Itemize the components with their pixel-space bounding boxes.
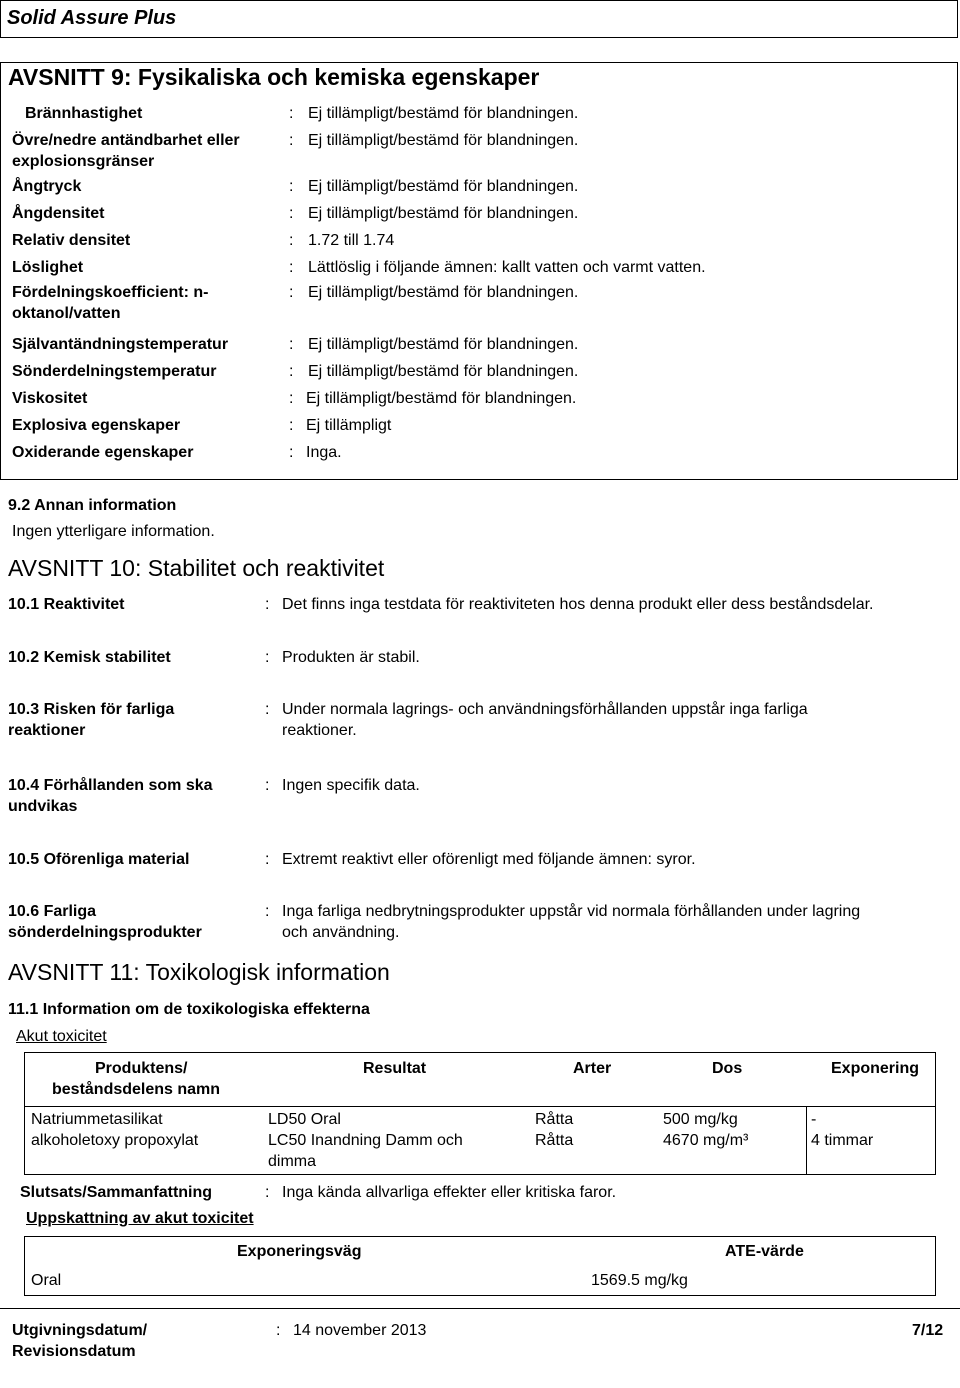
property-value: Lättlöslig i följande ämnen: kallt vatten och varmt vatten. <box>308 259 706 276</box>
hazard-reactions-label-line2: reaktioner <box>8 722 86 739</box>
td-result: LD50 Oral <box>268 1111 341 1128</box>
th-species: Arter <box>573 1060 612 1077</box>
colon: : <box>289 417 294 434</box>
conditions-label: 10.4 Förhållanden som ska <box>8 777 213 794</box>
decomposition-label: 10.6 Farliga <box>8 903 97 920</box>
property-label: Brännhastighet <box>25 105 143 122</box>
colon: : <box>289 284 294 301</box>
property-value: 1.72 till 1.74 <box>308 232 395 249</box>
conclusion-value: Inga kända allvarliga effekter eller kritiska faror. <box>282 1184 617 1201</box>
property-label: Självantändningstemperatur <box>12 336 229 353</box>
reactivity-label: 10.1 Reaktivitet <box>8 596 125 613</box>
colon: : <box>289 178 294 195</box>
property-value: Ej tillämpligt <box>306 417 392 434</box>
property-label: Sönderdelningstemperatur <box>12 363 217 380</box>
td-ate-value: 1569.5 mg/kg <box>591 1272 688 1289</box>
colon: : <box>289 105 294 122</box>
footer-rule <box>0 1308 960 1309</box>
hazard-reactions-label: 10.3 Risken för farliga <box>8 701 175 718</box>
th-result: Resultat <box>363 1060 427 1077</box>
reactivity-value: Det finns inga testdata för reaktiviteten hos denna produkt eller dess beståndsdelar. <box>282 596 874 613</box>
property-label: Relativ densitet <box>12 232 131 249</box>
stability-value: Produkten är stabil. <box>282 649 420 666</box>
property-value: Ej tillämpligt/bestämd för blandningen. <box>306 390 577 407</box>
td-product-name-line2: alkoholetoxy propoxylat <box>31 1132 199 1149</box>
th-dose: Dos <box>712 1060 743 1077</box>
other-info-text: Ingen ytterligare information. <box>12 523 215 540</box>
property-value: Ej tillämpligt/bestämd för blandningen. <box>308 178 579 195</box>
th-ate-value: ATE-värde <box>725 1243 804 1260</box>
td-species: Råtta <box>535 1111 574 1128</box>
table-column-divider <box>806 1106 807 1175</box>
section-9-title: AVSNITT 9: Fysikaliska och kemiska egenskaper <box>8 64 540 90</box>
app-title: Solid Assure Plus <box>7 7 177 29</box>
td-product-name: Natriummetasilikat <box>31 1111 163 1128</box>
footer-date: 14 november 2013 <box>293 1322 427 1339</box>
property-label: Övre/nedre antändbarhet eller <box>12 132 240 149</box>
property-value: Ej tillämpligt/bestämd för blandningen. <box>308 336 579 353</box>
section-11-title: AVSNITT 11: Toxikologisk information <box>8 959 390 985</box>
colon: : <box>265 1184 270 1201</box>
td-dose: 500 mg/kg <box>663 1111 738 1128</box>
property-label: Explosiva egenskaper <box>12 417 181 434</box>
property-label-line2: explosionsgränser <box>12 153 155 170</box>
th-exposure: Exponering <box>831 1060 920 1077</box>
footer-date-label-line2: Revisionsdatum <box>12 1343 136 1360</box>
colon: : <box>265 649 270 666</box>
colon: : <box>265 903 270 920</box>
td-exposure: - <box>811 1111 817 1128</box>
property-value: Ej tillämpligt/bestämd för blandningen. <box>308 105 579 122</box>
property-label: Viskositet <box>12 390 88 407</box>
property-value: Ej tillämpligt/bestämd för blandningen. <box>308 132 579 149</box>
colon: : <box>289 336 294 353</box>
property-label: Löslighet <box>12 259 84 276</box>
conditions-value: Ingen specifik data. <box>282 777 420 794</box>
stability-label: 10.2 Kemisk stabilitet <box>8 649 171 666</box>
hazard-reactions-value: Under normala lagrings- och användningsförhållanden uppstår inga farliga <box>282 701 808 718</box>
table-header-divider <box>24 1106 936 1107</box>
property-value: Ej tillämpligt/bestämd för blandningen. <box>308 363 579 380</box>
acute-toxicity-title: Akut toxicitet <box>16 1028 107 1045</box>
colon: : <box>276 1322 281 1339</box>
colon: : <box>265 851 270 868</box>
th-product-name: Produktens/ <box>95 1060 188 1077</box>
property-value: Ej tillämpligt/bestämd för blandningen. <box>308 284 579 301</box>
hazard-reactions-value-line2: reaktioner. <box>282 722 357 739</box>
th-product-name-line2: beståndsdelens namn <box>52 1081 221 1098</box>
property-label-line2: oktanol/vatten <box>12 305 121 322</box>
property-label: Ångdensitet <box>12 205 105 222</box>
decomposition-value-line2: och användning. <box>282 924 400 941</box>
colon: : <box>289 444 294 461</box>
conclusion-label: Slutsats/Sammanfattning <box>20 1184 213 1201</box>
colon: : <box>289 232 294 249</box>
other-info-title: 9.2 Annan information <box>8 497 177 514</box>
ate-estimate-title: Uppskattning av akut toxicitet <box>26 1210 254 1227</box>
td-dose-line2: 4670 mg/m³ <box>663 1132 749 1149</box>
colon: : <box>265 596 270 613</box>
footer-date-label: Utgivningsdatum/ <box>12 1322 148 1339</box>
incompatible-value: Extremt reaktivt eller oförenligt med följande ämnen: syror. <box>282 851 696 868</box>
section-11-subtitle: 11.1 Information om de toxikologiska effekterna <box>8 1001 370 1018</box>
colon: : <box>265 777 270 794</box>
td-result-line3: dimma <box>268 1153 317 1170</box>
colon: : <box>289 259 294 276</box>
colon: : <box>289 205 294 222</box>
decomposition-label-line2: sönderdelningsprodukter <box>8 924 202 941</box>
colon: : <box>289 132 294 149</box>
property-label: Oxiderande egenskaper <box>12 444 194 461</box>
td-exposure-line2: 4 timmar <box>811 1132 874 1149</box>
property-value: Ej tillämpligt/bestämd för blandningen. <box>308 205 579 222</box>
app-header <box>0 0 958 38</box>
property-value: Inga. <box>306 444 342 461</box>
td-result-line2: LC50 Inandning Damm och <box>268 1132 463 1149</box>
property-label: Fördelningskoefficient: n- <box>12 284 209 301</box>
property-label: Ångtryck <box>12 178 82 195</box>
page-number: 7/12 <box>912 1322 944 1339</box>
section-10-title: AVSNITT 10: Stabilitet och reaktivitet <box>8 555 385 581</box>
colon: : <box>289 390 294 407</box>
decomposition-value: Inga farliga nedbrytningsprodukter uppstår vid normala förhållanden under lagring <box>282 903 861 920</box>
incompatible-label: 10.5 Oförenliga material <box>8 851 190 868</box>
colon: : <box>289 363 294 380</box>
th-exposure-route: Exponeringsväg <box>237 1243 362 1260</box>
colon: : <box>265 701 270 718</box>
td-exposure-route: Oral <box>31 1272 62 1289</box>
conditions-label-line2: undvikas <box>8 798 78 815</box>
td-species-line2: Råtta <box>535 1132 574 1149</box>
